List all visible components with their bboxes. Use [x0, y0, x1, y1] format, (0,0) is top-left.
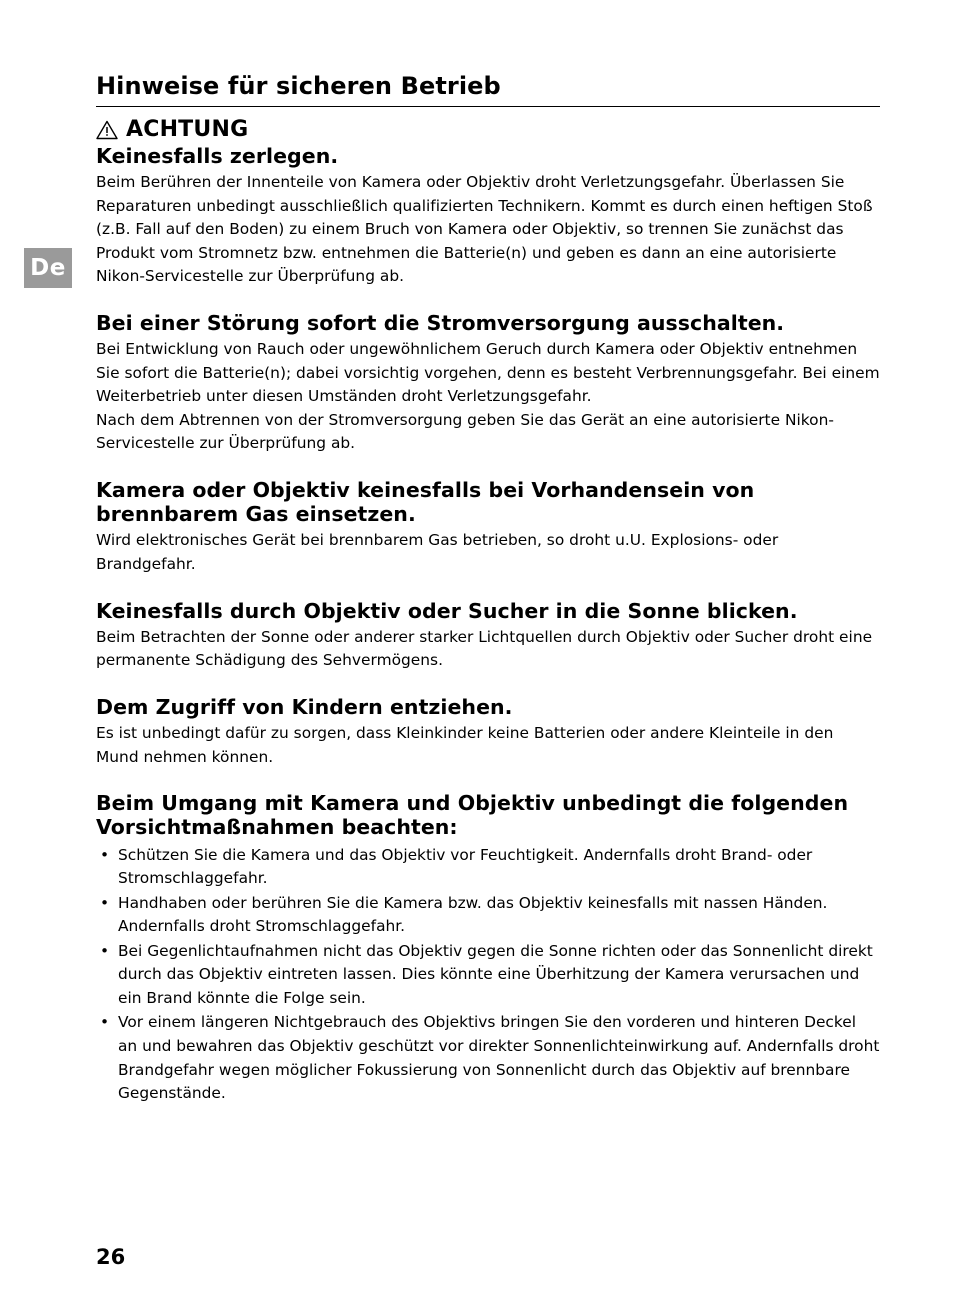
bullet-glyph: • [100, 845, 110, 864]
list-item-text: Handhaben oder berühren Sie die Kamera bzw. das Objektiv keinesfalls mit nassen Händen. Andernfalls droht Stromschlaggefahr. [118, 893, 828, 936]
warning-header [96, 117, 880, 142]
precaution-list [96, 844, 880, 1106]
bullet-glyph: • [100, 1013, 110, 1032]
list-item [96, 844, 880, 891]
section-paragraph-2-1: Bei Entwicklung von Rauch oder ungewöhnlichem Geruch durch Kamera oder Objektiv entnehmen Sie sofort die Batterie(n); dabei vorsichtig vorgehen, denn es besteht Verbrennungsgefahr. Bei einem Weiterbetrieb unter diesen Umständen droht Verletzungsgefahr. [96, 340, 880, 406]
section-heading-1: Keinesfalls zerlegen. [96, 144, 339, 168]
section-heading-4: Keinesfalls durch Objektiv oder Sucher in die Sonne blicken. [96, 598, 798, 623]
list-item [96, 1011, 880, 1105]
section-paragraph-3-1: Wird elektronisches Gerät bei brennbarem Gas betrieben, so droht u.U. Explosions- oder Brandgefahr. [96, 531, 779, 573]
title-divider [96, 106, 880, 107]
warning-triangle-icon [96, 120, 118, 140]
section-paragraph-5-1: Es ist unbedingt dafür zu sorgen, dass Kleinkinder keine Batterien oder andere Kleinteile in den Mund nehmen können. [96, 724, 834, 766]
section-paragraph-1-1: Beim Berühren der Innenteile von Kamera oder Objektiv droht Verletzungsgefahr. Überlassen Sie Reparaturen unbedingt ausschließlich qualifizierten Technikern. Kommt es durch einen heftigen Stoß (z.B. Fall auf den Boden) zu einem Bruch von Kamera oder Objektiv, so trennen Sie zunächst das Produkt vom Stromnetz bzw. entnehmen die Batterie(n) und geben es dann an eine autorisierte Nikon-Servicestelle zur Überprüfung ab. [96, 173, 873, 286]
section-paragraph-4-1: Beim Betrachten der Sonne oder anderer starker Lichtquellen durch Objektiv oder Sucher droht eine permanente Schädigung des Sehvermögens. [96, 627, 873, 670]
list-item-text: Vor einem längeren Nichtgebrauch des Objektivs bringen Sie den vorderen und hinteren Deckel an und bewahren das Objektiv geschützt vor direkter Sonnenlichteinwirkung auf. Andernfalls droht Brandgefahr wegen möglicher Fokussierung von Sonnenlicht durch das Objektiv auf brennbare Gegenstände. [118, 1013, 880, 1103]
page-content [96, 72, 880, 1107]
page-title: Hinweise für sicheren Betrieb [96, 72, 501, 100]
page-number: 26 [96, 1245, 126, 1269]
section-heading-5: Dem Zugriff von Kindern entziehen. [96, 694, 513, 719]
bullet-glyph: • [100, 893, 110, 912]
section-heading-6: Beim Umgang mit Kamera und Objektiv unbedingt die folgenden Vorsichtmaßnahmen beachten: [96, 791, 849, 840]
section-paragraph-2-2: Nach dem Abtrennen von der Stromversorgung geben Sie das Gerät an eine autorisierte Nikon-Servicestelle zur Überprüfung ab. [96, 410, 834, 453]
warning-label: ACHTUNG [126, 117, 249, 142]
list-item [96, 940, 880, 1011]
language-tab: De [24, 248, 72, 288]
list-item-text: Bei Gegenlichtaufnahmen nicht das Objektiv gegen die Sonne richten oder das Sonnenlicht direkt durch das Objektiv eintreten lassen. Dies könnte eine Überhitzung der Kamera verursachen und ein Brand könnte die Folge sein. [118, 941, 873, 1007]
section-heading-3: Kamera oder Objektiv keinesfalls bei Vorhandensein von brennbarem Gas einsetzen. [96, 478, 755, 527]
bullet-glyph: • [100, 941, 110, 960]
list-item-text: Schützen Sie die Kamera und das Objektiv vor Feuchtigkeit. Andernfalls droht Brand- oder Stromschlaggefahr. [118, 845, 813, 888]
section-heading-2: Bei einer Störung sofort die Stromversorgung ausschalten. [96, 311, 785, 335]
list-item [96, 892, 880, 939]
